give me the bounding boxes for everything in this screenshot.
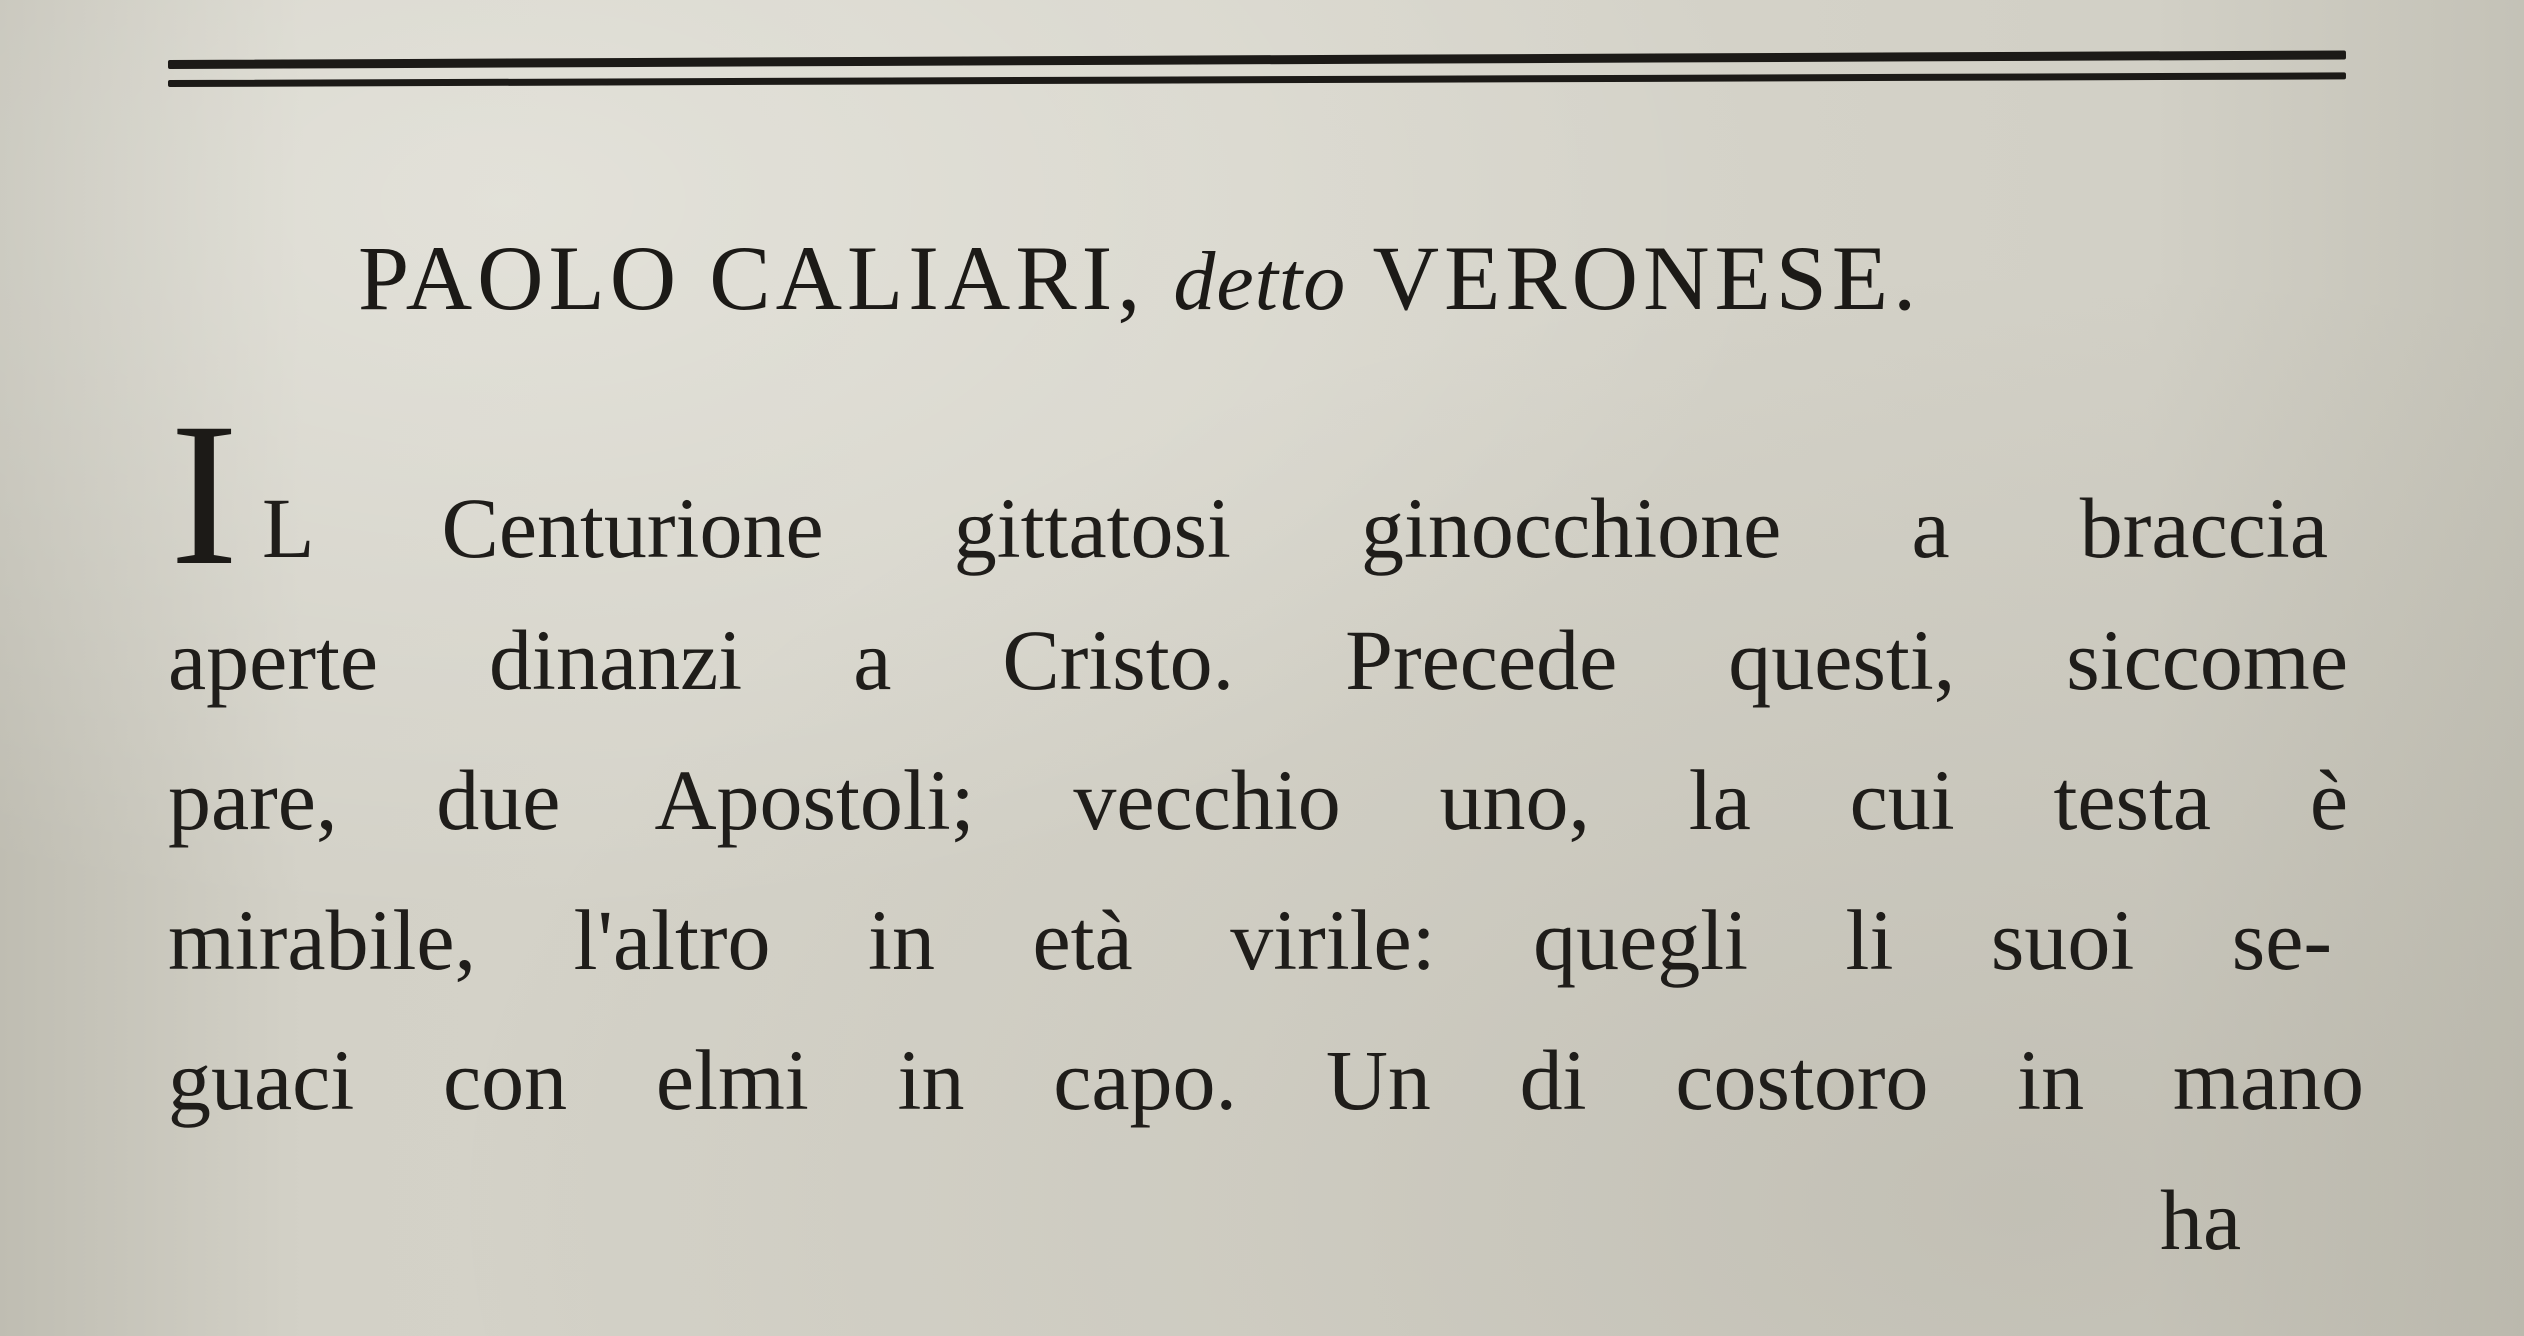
- page-heading: [358, 218, 1921, 342]
- heading-surname: VERONESE.: [1372, 227, 1922, 329]
- body-line-3: pare, due Apostoli; vecchio uno, la cui testa è: [168, 752, 2348, 848]
- heading-connector: detto: [1173, 235, 1347, 328]
- double-rule-top: [168, 50, 2346, 69]
- body-line-5: guaci con elmi in capo. Un di costoro in mano: [168, 1032, 2364, 1128]
- catchword: ha: [2160, 1172, 2242, 1268]
- body-line-4: mirabile, l'altro in età virile: quegli li suoi se-: [168, 892, 2332, 988]
- heading-name: PAOLO CALIARI,: [358, 227, 1146, 329]
- body-line-1: L Centurione gittatosi ginocchione a braccia: [262, 480, 2328, 576]
- drop-cap: I: [170, 381, 239, 608]
- double-rule-bottom: [168, 72, 2346, 87]
- body-line-2: aperte dinanzi a Cristo. Precede questi, siccome: [168, 612, 2348, 708]
